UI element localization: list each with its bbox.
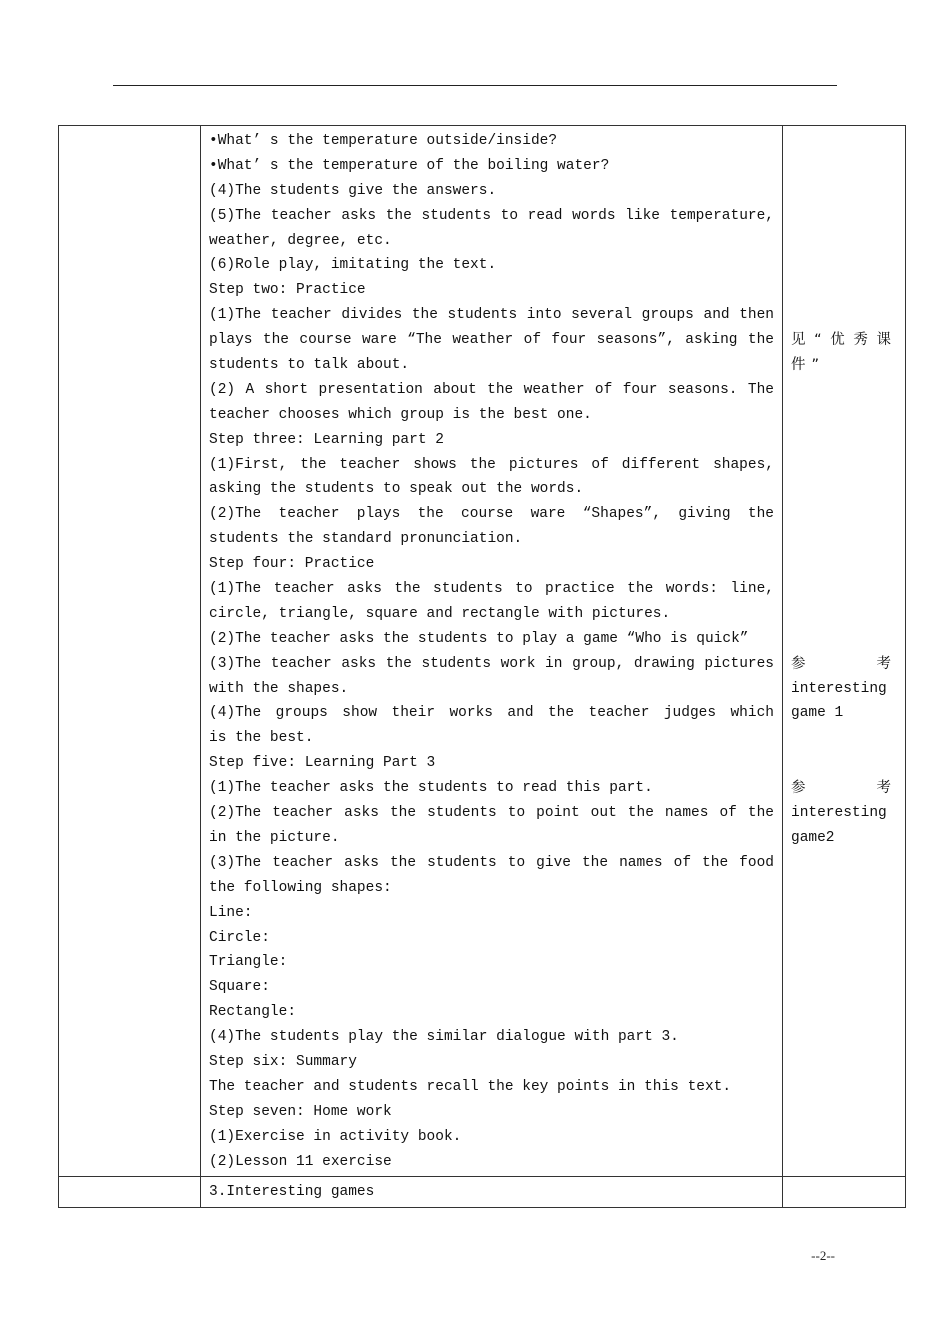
procedure-line: (3)The teacher asks the students to give the names of the food	[209, 854, 774, 871]
procedure-line: (1)Exercise in activity book.	[209, 1128, 462, 1145]
procedure-line: Line:	[209, 904, 253, 921]
procedure-line: (2)Lesson 11 exercise	[209, 1153, 392, 1170]
note-courseware-line2: 件”	[791, 357, 826, 374]
note-courseware-line1: 见“优秀课	[791, 332, 897, 349]
procedure-line: Triangle:	[209, 954, 288, 971]
procedure-text	[201, 126, 782, 1176]
procedure-line: plays the course ware “The weather of four seasons”, asking the	[209, 332, 774, 349]
games-cell	[201, 1177, 783, 1208]
procedure-line: Rectangle:	[209, 1004, 297, 1021]
side-notes	[783, 126, 905, 851]
procedure-line: (2) A short presentation about the weather of four seasons. The	[209, 381, 774, 398]
left-column-cell	[59, 126, 201, 1177]
procedure-line: weather, degree, etc.	[209, 232, 392, 249]
procedure-line: Square:	[209, 979, 270, 996]
page-number: --2--	[811, 1248, 835, 1263]
notes-cell-games	[783, 1177, 906, 1208]
table-row-procedure	[59, 126, 906, 1177]
procedure-cell	[201, 126, 783, 1177]
procedure-line: (4)The students play the similar dialogue with part 3.	[209, 1029, 679, 1046]
procedure-line: (4)The groups show their works and the teacher judges which	[209, 705, 774, 722]
procedure-line: in the picture.	[209, 829, 340, 846]
procedure-line: The teacher and students recall the key points in this text.	[209, 1078, 732, 1095]
procedure-line: students the standard pronunciation.	[209, 531, 523, 548]
procedure-line: Step four: Practice	[209, 556, 375, 573]
procedure-line: the following shapes:	[209, 879, 392, 896]
note-game1-line2: interesting	[791, 680, 887, 697]
table-row-games	[59, 1177, 906, 1208]
procedure-line: (5)The teacher asks the students to read words like temperature,	[209, 207, 774, 224]
procedure-line: (1)First, the teacher shows the pictures of different shapes,	[209, 456, 774, 473]
procedure-line: asking the students to speak out the words.	[209, 481, 584, 498]
procedure-line: (6)Role play, imitating the text.	[209, 257, 497, 274]
procedure-line: Step seven: Home work	[209, 1103, 392, 1120]
procedure-line: Step two: Practice	[209, 282, 366, 299]
procedure-line: is the best.	[209, 730, 314, 747]
procedure-line: •What’ s the temperature outside/inside?	[209, 133, 558, 149]
header-rule	[113, 85, 837, 86]
procedure-line: (2)The teacher asks the students to play a game “Who is quick”	[209, 630, 749, 647]
procedure-line: (3)The teacher asks the students work in group, drawing pictures	[209, 655, 774, 672]
procedure-line: teacher chooses which group is the best one.	[209, 406, 592, 423]
procedure-line: (1)The teacher asks the students to practice the words: line,	[209, 581, 774, 598]
note-game2-line2: interesting	[791, 805, 887, 822]
procedure-line: Step five: Learning Part 3	[209, 755, 436, 772]
note-game2-line3: game2	[791, 829, 835, 846]
notes-cell	[783, 126, 906, 1177]
procedure-line: (1)The teacher divides the students into several groups and then	[209, 307, 774, 324]
procedure-line: •What’ s the temperature of the boiling water?	[209, 157, 610, 174]
procedure-line: Step six: Summary	[209, 1053, 357, 1070]
procedure-line: (1)The teacher asks the students to read this part.	[209, 780, 653, 797]
procedure-line: (2)The teacher asks the students to point out the names of the	[209, 805, 774, 822]
note-game1-line1: 参 考	[791, 655, 897, 672]
procedure-line: Circle:	[209, 929, 270, 946]
procedure-line: students to talk about.	[209, 357, 410, 374]
left-column-cell-games	[59, 1177, 201, 1208]
games-label: 3.Interesting games	[209, 1184, 375, 1201]
procedure-line: with the shapes.	[209, 680, 349, 697]
procedure-line: (2)The teacher plays the course ware “Shapes”, giving the	[209, 506, 774, 523]
procedure-line: Step three: Learning part 2	[209, 431, 444, 448]
note-game2-line1: 参 考	[791, 780, 897, 797]
note-game1-line3: game 1	[791, 705, 844, 722]
procedure-line: (4)The students give the answers.	[209, 182, 497, 199]
procedure-line: circle, triangle, square and rectangle with pictures.	[209, 605, 671, 622]
lesson-plan-table	[58, 125, 906, 1208]
